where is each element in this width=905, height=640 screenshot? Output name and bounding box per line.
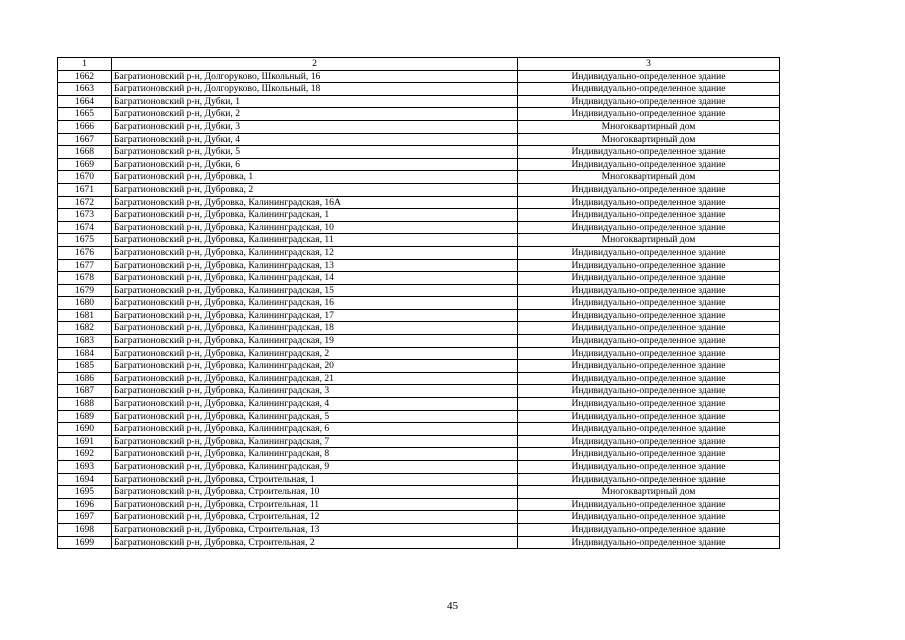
table-row	[58, 423, 780, 436]
table-row	[58, 196, 780, 209]
building-type-cell: Индивидуально-определенное здание	[518, 209, 780, 222]
table-row	[58, 473, 780, 486]
address-cell: Багратионовский р-н, Дубки, 3	[112, 120, 518, 133]
building-type-cell: Индивидуально-определенное здание	[518, 196, 780, 209]
table-row	[58, 498, 780, 511]
address-cell: Багратионовский р-н, Дубровка, Калининградская, 15	[112, 284, 518, 297]
table-row	[58, 70, 780, 83]
table-row	[58, 146, 780, 159]
row-number-cell: 1692	[58, 448, 112, 461]
address-cell: Багратионовский р-н, Дубровка, 1	[112, 171, 518, 184]
building-type-cell: Индивидуально-определенное здание	[518, 498, 780, 511]
address-cell: Багратионовский р-н, Дубровка, Строительная, 13	[112, 523, 518, 536]
address-cell: Багратионовский р-н, Дубровка, Калининградская, 12	[112, 246, 518, 259]
building-type-cell: Индивидуально-определенное здание	[518, 95, 780, 108]
table-row	[58, 372, 780, 385]
row-number-cell: 1674	[58, 221, 112, 234]
building-type-cell: Индивидуально-определенное здание	[518, 322, 780, 335]
row-number-cell: 1672	[58, 196, 112, 209]
row-number-cell: 1676	[58, 246, 112, 259]
row-number-cell: 1694	[58, 473, 112, 486]
address-cell: Багратионовский р-н, Дубровка, Калининградская, 18	[112, 322, 518, 335]
row-number-cell: 1681	[58, 309, 112, 322]
table-row	[58, 171, 780, 184]
table-header	[58, 58, 780, 71]
row-number-cell: 1668	[58, 146, 112, 159]
row-number-cell: 1697	[58, 511, 112, 524]
table-row	[58, 158, 780, 171]
row-number-cell: 1699	[58, 536, 112, 549]
address-cell: Багратионовский р-н, Дубки, 2	[112, 108, 518, 121]
row-number-cell: 1696	[58, 498, 112, 511]
address-cell: Багратионовский р-н, Дубровка, Калининградская, 3	[112, 385, 518, 398]
table-row	[58, 120, 780, 133]
building-type-cell: Индивидуально-определенное здание	[518, 360, 780, 373]
row-number-cell: 1684	[58, 347, 112, 360]
row-number-cell: 1686	[58, 372, 112, 385]
table-row	[58, 297, 780, 310]
address-cell: Багратионовский р-н, Дубровка, Калининградская, 19	[112, 335, 518, 348]
building-type-cell: Индивидуально-определенное здание	[518, 461, 780, 474]
row-number-cell: 1662	[58, 70, 112, 83]
building-type-cell: Индивидуально-определенное здание	[518, 372, 780, 385]
row-number-cell: 1670	[58, 171, 112, 184]
row-number-cell: 1693	[58, 461, 112, 474]
table-row	[58, 221, 780, 234]
table-row	[58, 347, 780, 360]
building-type-cell: Индивидуально-определенное здание	[518, 347, 780, 360]
table-row	[58, 234, 780, 247]
column-header-type: 3	[518, 58, 780, 71]
row-number-cell: 1698	[58, 523, 112, 536]
address-cell: Багратионовский р-н, Дубровка, Калининградская, 2	[112, 347, 518, 360]
building-type-cell: Многоквартирный дом	[518, 171, 780, 184]
page-number: 45	[447, 600, 458, 612]
address-cell: Багратионовский р-н, Дубровка, Калининградская, 16	[112, 297, 518, 310]
address-cell: Багратионовский р-н, Дубровка, Калининградская, 20	[112, 360, 518, 373]
table-row	[58, 322, 780, 335]
table-row	[58, 209, 780, 222]
row-number-cell: 1690	[58, 423, 112, 436]
building-type-cell: Индивидуально-определенное здание	[518, 158, 780, 171]
building-type-cell: Индивидуально-определенное здание	[518, 435, 780, 448]
building-type-cell: Индивидуально-определенное здание	[518, 108, 780, 121]
table-row	[58, 309, 780, 322]
table-row	[58, 108, 780, 121]
row-number-cell: 1677	[58, 259, 112, 272]
row-number-cell: 1667	[58, 133, 112, 146]
table-row	[58, 272, 780, 285]
building-type-cell: Индивидуально-определенное здание	[518, 511, 780, 524]
address-cell: Багратионовский р-н, Дубровка, Калининградская, 7	[112, 435, 518, 448]
building-type-cell: Многоквартирный дом	[518, 133, 780, 146]
row-number-cell: 1687	[58, 385, 112, 398]
header-row	[58, 58, 780, 71]
address-cell: Багратионовский р-н, Дубровка, Строительная, 2	[112, 536, 518, 549]
row-number-cell: 1688	[58, 398, 112, 411]
address-cell: Багратионовский р-н, Дубровка, Калининградская, 14	[112, 272, 518, 285]
address-cell: Багратионовский р-н, Дубровка, Строительная, 1	[112, 473, 518, 486]
address-cell: Багратионовский р-н, Долгоруково, Школьный, 18	[112, 83, 518, 96]
table-body	[58, 70, 780, 549]
row-number-cell: 1671	[58, 183, 112, 196]
address-cell: Багратионовский р-н, Долгоруково, Школьный, 16	[112, 70, 518, 83]
address-cell: Багратионовский р-н, Дубровка, Калининградская, 13	[112, 259, 518, 272]
building-type-cell: Индивидуально-определенное здание	[518, 398, 780, 411]
table-row	[58, 133, 780, 146]
row-number-cell: 1680	[58, 297, 112, 310]
building-type-cell: Индивидуально-определенное здание	[518, 284, 780, 297]
table-row	[58, 398, 780, 411]
row-number-cell: 1663	[58, 83, 112, 96]
table-row	[58, 385, 780, 398]
table-row	[58, 360, 780, 373]
building-type-cell: Многоквартирный дом	[518, 486, 780, 499]
table-row	[58, 448, 780, 461]
address-cell: Багратионовский р-н, Дубровка, Калининградская, 21	[112, 372, 518, 385]
address-cell: Багратионовский р-н, Дубровка, Калининградская, 8	[112, 448, 518, 461]
row-number-cell: 1683	[58, 335, 112, 348]
building-type-cell: Индивидуально-определенное здание	[518, 385, 780, 398]
address-cell: Багратионовский р-н, Дубровка, 2	[112, 183, 518, 196]
table-row	[58, 259, 780, 272]
building-type-cell: Индивидуально-определенное здание	[518, 259, 780, 272]
address-cell: Багратионовский р-н, Дубровка, Калининградская, 10	[112, 221, 518, 234]
column-header-number: 1	[58, 58, 112, 71]
building-type-cell: Многоквартирный дом	[518, 234, 780, 247]
row-number-cell: 1679	[58, 284, 112, 297]
table-row	[58, 536, 780, 549]
address-cell: Багратионовский р-н, Дубки, 1	[112, 95, 518, 108]
building-type-cell: Индивидуально-определенное здание	[518, 448, 780, 461]
building-type-cell: Индивидуально-определенное здание	[518, 473, 780, 486]
row-number-cell: 1675	[58, 234, 112, 247]
address-cell: Багратионовский р-н, Дубровка, Калининградская, 6	[112, 423, 518, 436]
building-type-cell: Индивидуально-определенное здание	[518, 523, 780, 536]
building-type-cell: Индивидуально-определенное здание	[518, 536, 780, 549]
building-type-cell: Индивидуально-определенное здание	[518, 146, 780, 159]
address-cell: Багратионовский р-н, Дубровка, Калининградская, 1	[112, 209, 518, 222]
table-row	[58, 461, 780, 474]
row-number-cell: 1664	[58, 95, 112, 108]
building-type-cell: Индивидуально-определенное здание	[518, 183, 780, 196]
address-cell: Багратионовский р-н, Дубровка, Калининградская, 5	[112, 410, 518, 423]
building-type-cell: Индивидуально-определенное здание	[518, 297, 780, 310]
address-register-table	[57, 57, 780, 549]
address-cell: Багратионовский р-н, Дубровка, Калининградская, 4	[112, 398, 518, 411]
address-cell: Багратионовский р-н, Дубровка, Калининградская, 11	[112, 234, 518, 247]
building-type-cell: Многоквартирный дом	[518, 120, 780, 133]
address-cell: Багратионовский р-н, Дубки, 6	[112, 158, 518, 171]
table-row	[58, 95, 780, 108]
row-number-cell: 1691	[58, 435, 112, 448]
address-cell: Багратионовский р-н, Дубровка, Калининградская, 17	[112, 309, 518, 322]
table-row	[58, 435, 780, 448]
table-row	[58, 410, 780, 423]
row-number-cell: 1678	[58, 272, 112, 285]
building-type-cell: Индивидуально-определенное здание	[518, 83, 780, 96]
building-type-cell: Индивидуально-определенное здание	[518, 272, 780, 285]
table-row	[58, 284, 780, 297]
row-number-cell: 1673	[58, 209, 112, 222]
table-row	[58, 486, 780, 499]
building-type-cell: Индивидуально-определенное здание	[518, 335, 780, 348]
table-row	[58, 183, 780, 196]
address-cell: Багратионовский р-н, Дубки, 4	[112, 133, 518, 146]
building-type-cell: Индивидуально-определенное здание	[518, 70, 780, 83]
building-type-cell: Индивидуально-определенное здание	[518, 410, 780, 423]
address-cell: Багратионовский р-н, Дубровка, Калининградская, 9	[112, 461, 518, 474]
address-cell: Багратионовский р-н, Дубровка, Строительная, 12	[112, 511, 518, 524]
building-type-cell: Индивидуально-определенное здание	[518, 246, 780, 259]
address-cell: Багратионовский р-н, Дубки, 5	[112, 146, 518, 159]
address-cell: Багратионовский р-н, Дубровка, Строительная, 11	[112, 498, 518, 511]
table-row	[58, 83, 780, 96]
address-cell: Багратионовский р-н, Дубровка, Калининградская, 16А	[112, 196, 518, 209]
table-row	[58, 335, 780, 348]
row-number-cell: 1689	[58, 410, 112, 423]
row-number-cell: 1685	[58, 360, 112, 373]
table-row	[58, 511, 780, 524]
building-type-cell: Индивидуально-определенное здание	[518, 309, 780, 322]
row-number-cell: 1669	[58, 158, 112, 171]
address-cell: Багратионовский р-н, Дубровка, Строительная, 10	[112, 486, 518, 499]
building-type-cell: Индивидуально-определенное здание	[518, 221, 780, 234]
row-number-cell: 1665	[58, 108, 112, 121]
building-type-cell: Индивидуально-определенное здание	[518, 423, 780, 436]
row-number-cell: 1682	[58, 322, 112, 335]
table-row	[58, 523, 780, 536]
column-header-address: 2	[112, 58, 518, 71]
row-number-cell: 1666	[58, 120, 112, 133]
table-row	[58, 246, 780, 259]
row-number-cell: 1695	[58, 486, 112, 499]
